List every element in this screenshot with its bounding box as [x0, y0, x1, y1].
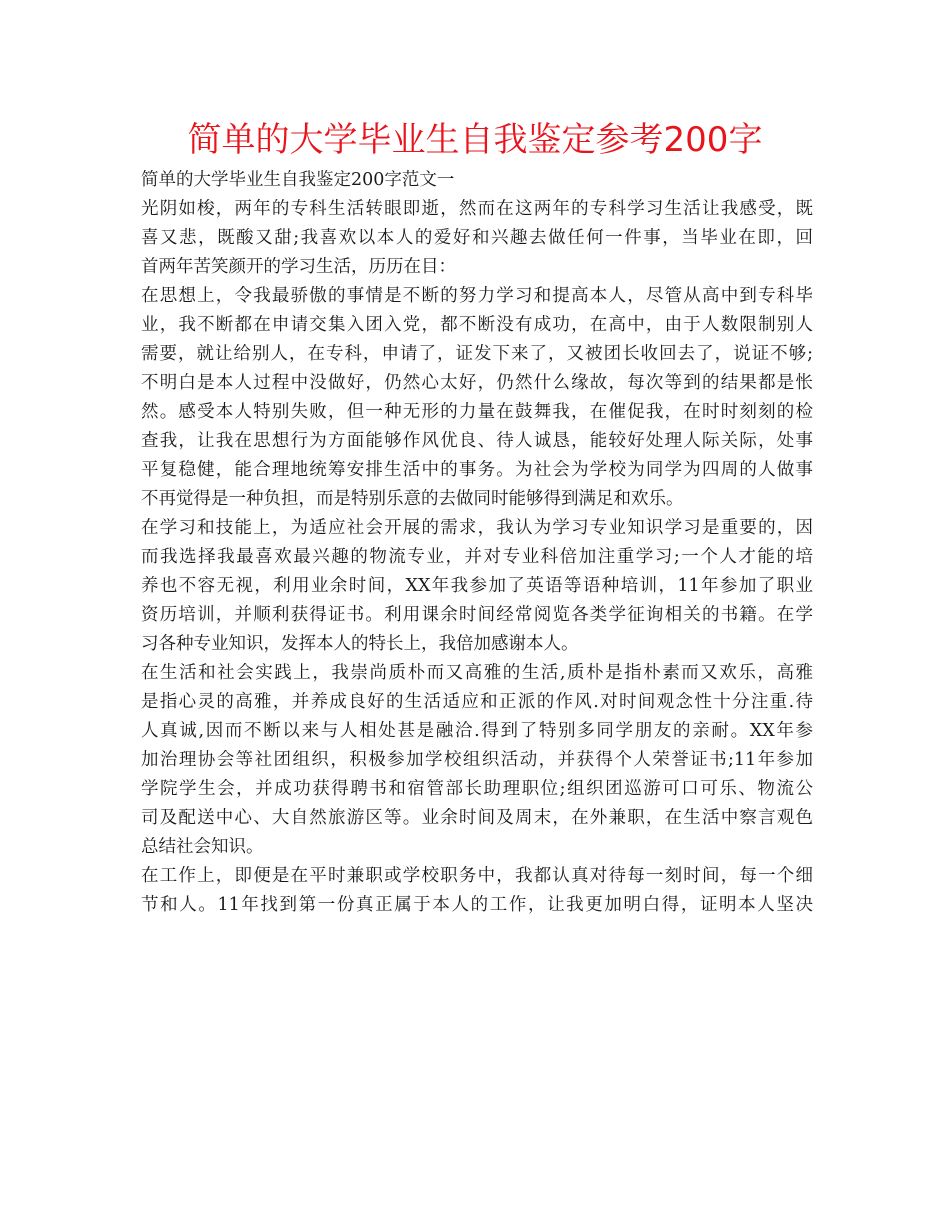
paragraph-line: 然。感受本人特别失败，但一种无形的力量在鼓舞我，在催促我，在时时刻刻的检	[141, 402, 813, 422]
paragraph-line: 节和人。11年找到第一份真正属于本人的工作，让我更加明白得，证明本人坚决	[141, 895, 813, 915]
paragraph-line: 需要，就让给别人，在专科，申请了，证发下来了，又被团长收回去了，说证不够;	[141, 344, 813, 364]
paragraph-line: 不再觉得是一种负担，而是特别乐意的去做同时能够得到满足和欢乐。	[141, 489, 684, 509]
paragraph-line: 人真诚,因而不断以来与人相处甚是融洽.得到了特别多同学朋友的亲耐。XX年参	[141, 721, 813, 741]
paragraph-line: 资历培训，并顺利获得证书。利用课余时间经常阅览各类学征询相关的书籍。在学	[141, 605, 813, 625]
paragraph-line: 养也不容无视，利用业余时间，XX年我参加了英语等语种培训，11年参加了职业	[141, 576, 813, 596]
paragraph-line: 总结社会知识。	[141, 837, 264, 857]
paragraph-line: 光阴如梭，两年的专科生活转眼即逝，然而在这两年的专科学习生活让我感受，既	[141, 199, 813, 219]
document-body	[141, 166, 813, 920]
paragraph-line: 不明白是本人过程中没做好，仍然心太好，仍然什么缘故，每次等到的结果都是怅	[141, 373, 813, 393]
paragraph-line: 学院学生会，并成功获得聘书和宿管部长助理职位;组织团巡游可口可乐、物流公	[141, 779, 813, 799]
paragraph-line: 司及配送中心、大自然旅游区等。业余时间及周末，在外兼职，在生活中察言观色	[141, 808, 813, 828]
paragraph-line: 而我选择我最喜欢最兴趣的物流专业，并对专业科倍加注重学习;一个人才能的培	[141, 547, 813, 567]
paragraph-line: 首两年苦笑颜开的学习生活，历历在目：	[141, 257, 456, 277]
paragraph-line: 加治理协会等社团组织，积极参加学校组织活动，并获得个人荣誉证书;11年参加	[141, 750, 813, 770]
paragraph-line: 在工作上，即便是在平时兼职或学校职务中，我都认真对待每一刻时间，每一个细	[141, 866, 813, 886]
paragraph-line: 查我，让我在思想行为方面能够作风优良、待人诚恳，能较好处理人际关际，处事	[141, 431, 813, 451]
paragraph-line: 业，我不断都在申请交集入团入党，都不断没有成功，在高中，由于人数限制别人	[141, 315, 813, 335]
paragraph-line: 习各种专业知识，发挥本人的特长上，我倍加感谢本人。	[141, 634, 579, 654]
paragraph-line: 在思想上，令我最骄傲的事情是不断的努力学习和提高本人，尽管从高中到专科毕	[141, 286, 813, 306]
subtitle-line: 简单的大学毕业生自我鉴定200字范文一	[141, 170, 455, 190]
paragraph-line: 在生活和社会实践上，我崇尚质朴而又高雅的生活,质朴是指朴素而又欢乐，高雅	[141, 663, 813, 683]
paragraph-line: 在学习和技能上，为适应社会开展的需求，我认为学习专业知识学习是重要的，因	[141, 518, 813, 538]
document-title: 简单的大学毕业生自我鉴定参考200字	[187, 120, 763, 160]
paragraph-line: 平复稳健，能合理地统筹安排生活中的事务。为社会为学校为同学为四周的人做事	[141, 460, 813, 480]
paragraph-line: 是指心灵的高雅，并养成良好的生活适应和正派的作风.对时间观念性十分注重.待	[141, 692, 813, 712]
paragraph-line: 喜又悲，既酸又甜;我喜欢以本人的爱好和兴趣去做任何一件事，当毕业在即，回	[141, 228, 813, 248]
